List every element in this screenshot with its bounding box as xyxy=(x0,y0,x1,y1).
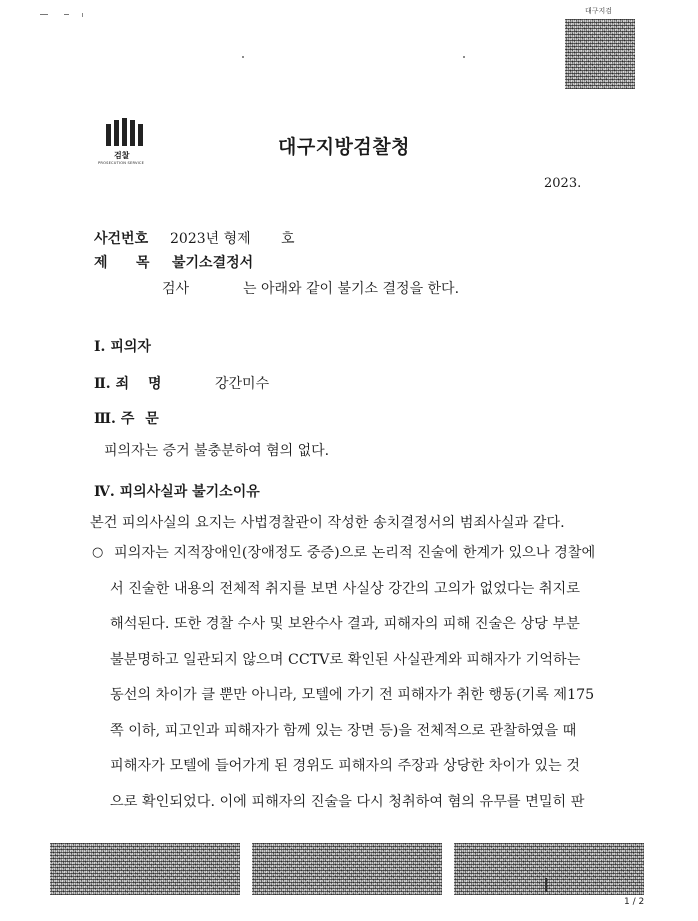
reason-line-1: 피의자는 지적장애인(장애정도 중증)으로 논리적 진술에 한계가 있으나 경찰에 xyxy=(114,545,596,561)
case-number-suffix: 호 xyxy=(281,231,295,247)
bottom-code-strip-2 xyxy=(252,843,442,895)
section-1-title: 피의자 xyxy=(110,339,151,355)
bottom-code-strip-1 xyxy=(50,843,240,895)
summary-text: 본건 피의사실의 요지는 사법경찰관이 작성한 송치결정서의 범죄사실과 같다. xyxy=(90,515,565,531)
reason-line-6: 쪽 이하, 피고인과 피해자가 함께 있는 장면 등)을 전체적으로 관찰하였을 때 xyxy=(110,722,577,739)
reason-line-7: 피해자가 모텔에 들어가게 된 경위도 피해자의 주장과 상당한 차이가 있는 것 xyxy=(110,758,580,774)
scan-dot-2 xyxy=(463,56,465,58)
scan-mark-mid xyxy=(64,14,69,15)
logo-sub: PROSECUTION SERVICE xyxy=(98,161,145,165)
section-1-heading xyxy=(94,336,151,356)
pillars-icon xyxy=(104,118,150,148)
section-2-title-1: 죄 xyxy=(115,376,130,392)
subject-label-2: 목 xyxy=(136,255,150,271)
qr-stamp xyxy=(565,19,635,89)
section-4-number: Ⅳ. xyxy=(94,484,115,500)
bullet-marker: ○ xyxy=(92,545,104,560)
section-2-number: Ⅱ. xyxy=(94,376,111,392)
reason-line-5: 동선의 차이가 클 뿐만 아니라, 모텔에 가기 전 피해자가 취한 행동(기록 제175 xyxy=(110,687,595,703)
charge-value: 강간미수 xyxy=(215,376,270,392)
section-1-number: Ⅰ. xyxy=(94,339,106,355)
bottom-code-gap-mark xyxy=(545,878,547,892)
office-title: 대구지방검찰청 xyxy=(278,136,410,158)
reason-line-3: 해석된다. 또한 경찰 수사 및 보완수사 결과, 피해자의 피해 진술은 상당 부분 xyxy=(110,616,580,632)
subject-value: 불기소결정서 xyxy=(172,255,254,271)
section-3-title-1: 주 xyxy=(120,411,135,427)
section-2-heading xyxy=(94,373,162,393)
bottom-code-strip-3 xyxy=(454,843,644,895)
page-number: 1 / 2 xyxy=(624,897,645,907)
subject-label-1: 제 xyxy=(94,255,108,271)
scan-dot-1 xyxy=(242,56,244,58)
section-4-heading xyxy=(94,481,260,501)
logo-word: 검찰 xyxy=(114,151,130,160)
case-number-label: 사건번호 xyxy=(94,231,149,247)
scan-mark-left xyxy=(40,14,48,15)
case-number-value: 2023년 형제 xyxy=(170,231,251,247)
section-3-number: Ⅲ. xyxy=(94,411,116,427)
reason-line-8: 으로 확인되었다. 이에 피해자의 진술을 다시 청취하여 혐의 유무를 면밀히 판 xyxy=(110,793,585,810)
section-3-heading xyxy=(94,408,159,428)
scan-mark-dot xyxy=(82,13,83,17)
section-2-title-2: 명 xyxy=(147,376,162,392)
document-date: 2023. xyxy=(544,176,582,191)
reason-paragraph xyxy=(110,536,630,820)
reason-line-4: 불분명하고 일관되지 않으며 CCTV로 확인된 사실관계와 피해자가 기억하는 xyxy=(110,651,581,668)
intro-text: 는 아래와 같이 불기소 결정을 한다. xyxy=(243,281,460,297)
intro-prefix: 검사 xyxy=(162,281,190,297)
reason-line-2: 서 진술한 내용의 전체적 취지를 보면 사실상 강간의 고의가 없었다는 취지로 xyxy=(110,580,580,597)
stamp-label: 대구지검 xyxy=(585,7,613,15)
section-3-title-2: 문 xyxy=(145,411,159,427)
prosecution-logo xyxy=(96,118,156,170)
disposition-text: 피의자는 증거 불충분하여 혐의 없다. xyxy=(104,443,330,459)
section-4-title: 피의사실과 불기소이유 xyxy=(119,484,260,500)
